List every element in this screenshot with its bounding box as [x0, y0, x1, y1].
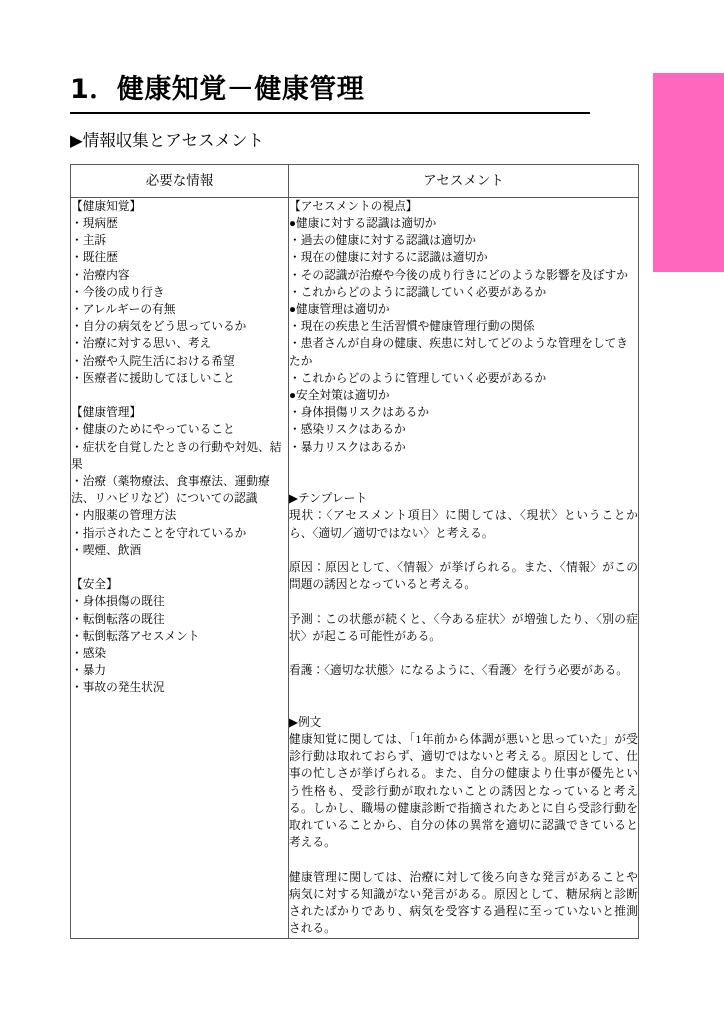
list-item: ・過去の健康に対する認識は適切か	[289, 234, 477, 248]
section-spacer	[289, 456, 638, 490]
list-item: ・医療者に援助してほしいこと	[71, 371, 235, 385]
list-item: ・主訴	[71, 234, 107, 248]
group-spacer	[71, 387, 288, 404]
viewpoint-title: ●健康管理は適切か	[289, 303, 390, 317]
cell-assessment	[289, 197, 639, 938]
list-item: ・暴力	[71, 664, 107, 678]
template-paragraph-prediction: 予測：この状態が続くと、〈今ある症状〉が増強したり、〈別の症状〉が起こる可能性がある。	[289, 612, 638, 643]
example-paragraph-management: 健康管理に関しては、治療に対して後ろ向きな発言があることや病気に対する知識がない発言がある。原因として、糖尿病と診断されたばかりであり、病気を受容する過程に至っていないと推測される。	[289, 870, 638, 936]
template-paragraph-current: 現状：〈アセスメント項目〉に関しては、〈現状〉ということから、〈適切／適切ではない〉と考える。	[289, 509, 638, 540]
example-heading: ▶例文	[289, 715, 322, 729]
viewpoint-title: ●健康に対する認識は適切か	[289, 217, 437, 230]
list-item: ・現病歴	[71, 217, 118, 230]
template-paragraph-nursing: 看護：〈適切な状態〉になるように、〈看護〉を行う必要がある。	[289, 664, 628, 678]
example-section	[289, 714, 638, 938]
template-heading: ▶テンプレート	[289, 492, 368, 506]
list-item: ・現在の疾患と生活習慣や健康管理行動の関係	[289, 320, 535, 334]
group-safety	[71, 576, 288, 696]
list-item: ・転倒転落の既往	[71, 612, 165, 626]
group-spacer	[71, 559, 288, 576]
list-item: ・今後の成り行き	[71, 285, 165, 299]
list-item: ・健康のためにやっていること	[71, 423, 235, 437]
list-item: ・身体損傷の既往	[71, 595, 165, 609]
page-title: 1．健康知覚－健康管理	[70, 74, 365, 105]
template-section	[289, 490, 638, 679]
list-item: ・既往歴	[71, 251, 118, 265]
list-item: ・内服薬の管理方法	[71, 509, 177, 523]
group-health-perception	[71, 198, 288, 387]
section-spacer	[289, 679, 638, 713]
list-item: ・アレルギーの有無	[71, 303, 176, 317]
assessment-viewpoints	[289, 198, 638, 456]
list-item: ・事故の発生状況	[71, 681, 165, 695]
list-item: ・指示されたことを守れているか	[71, 526, 247, 540]
list-item: ・感染	[71, 647, 107, 661]
list-item: ・治療や入院生活における希望	[71, 354, 235, 368]
group-heading: 【安全】	[71, 578, 118, 592]
template-paragraph-cause: 原因：原因として、〈情報〉が挙げられる。また、〈情報〉がこの問題の誘因となっていると考える。	[289, 561, 638, 592]
list-item: ・その認識が治療や今後の成り行きにどのような影響を及ぼすか	[289, 268, 628, 282]
column-header-assessment: アセスメント	[289, 164, 639, 197]
group-health-management	[71, 404, 288, 559]
list-item: ・治療に対する思い、考え	[71, 337, 212, 351]
list-item: ・患者さんが自身の健康、疾患に対してどのような管理をしてきたか	[289, 337, 628, 368]
list-item: ・治療内容	[71, 268, 130, 282]
column-header-information: 必要な情報	[71, 164, 289, 197]
group-heading: 【健康管理】	[71, 406, 142, 420]
list-item: ・これからどのように認識していく必要があるか	[289, 285, 547, 299]
list-item: ・症状を自覚したときの行動や対処、結果	[71, 440, 282, 471]
cell-required-information	[71, 197, 289, 938]
title-divider	[70, 112, 590, 114]
page-content	[70, 0, 639, 939]
table-header-row	[71, 164, 639, 197]
assessment-table	[70, 164, 639, 939]
list-item: ・喫煙、飲酒	[71, 543, 142, 557]
example-paragraph-perception: 健康知覚に関しては、「1年前から体調が悪いと思っていた」が受診行動は取れておらず、適切ではないと考える。原因として、仕事の忙しさが挙げられる。また、自分の健康より仕事が優先という性格も、受診行動が取れないことの誘因となっていると考える。しかし、職場の健康診断で指摘されたあとに自ら受診行動を取れていることから、自分の体の異常を適切に認識できていると考える。	[289, 733, 638, 850]
list-item: ・転倒転落アセスメント	[71, 629, 200, 643]
list-item: ・これからどのように管理していく必要があるか	[289, 371, 547, 385]
list-item: ・自分の病気をどう思っているか	[71, 320, 247, 334]
list-item: ・現在の健康に対するに認識は適切か	[289, 251, 488, 265]
list-item: ・身体損傷リスクはあるか	[289, 406, 430, 420]
pink-index-tab	[653, 73, 724, 272]
list-item: ・感染リスクはあるか	[289, 423, 406, 437]
table-body-row	[71, 197, 639, 938]
section-heading: ▶情報収集とアセスメント	[70, 131, 265, 150]
list-item: ・暴力リスクはあるか	[289, 440, 406, 454]
viewpoint-title: ●安全対策は適切か	[289, 389, 390, 403]
list-item: ・治療（薬物療法、食事療法、運動療法、リハビリなど）についての認識	[71, 475, 270, 506]
group-heading: 【アセスメントの視点】	[289, 199, 418, 213]
group-heading: 【健康知覚】	[71, 199, 142, 213]
